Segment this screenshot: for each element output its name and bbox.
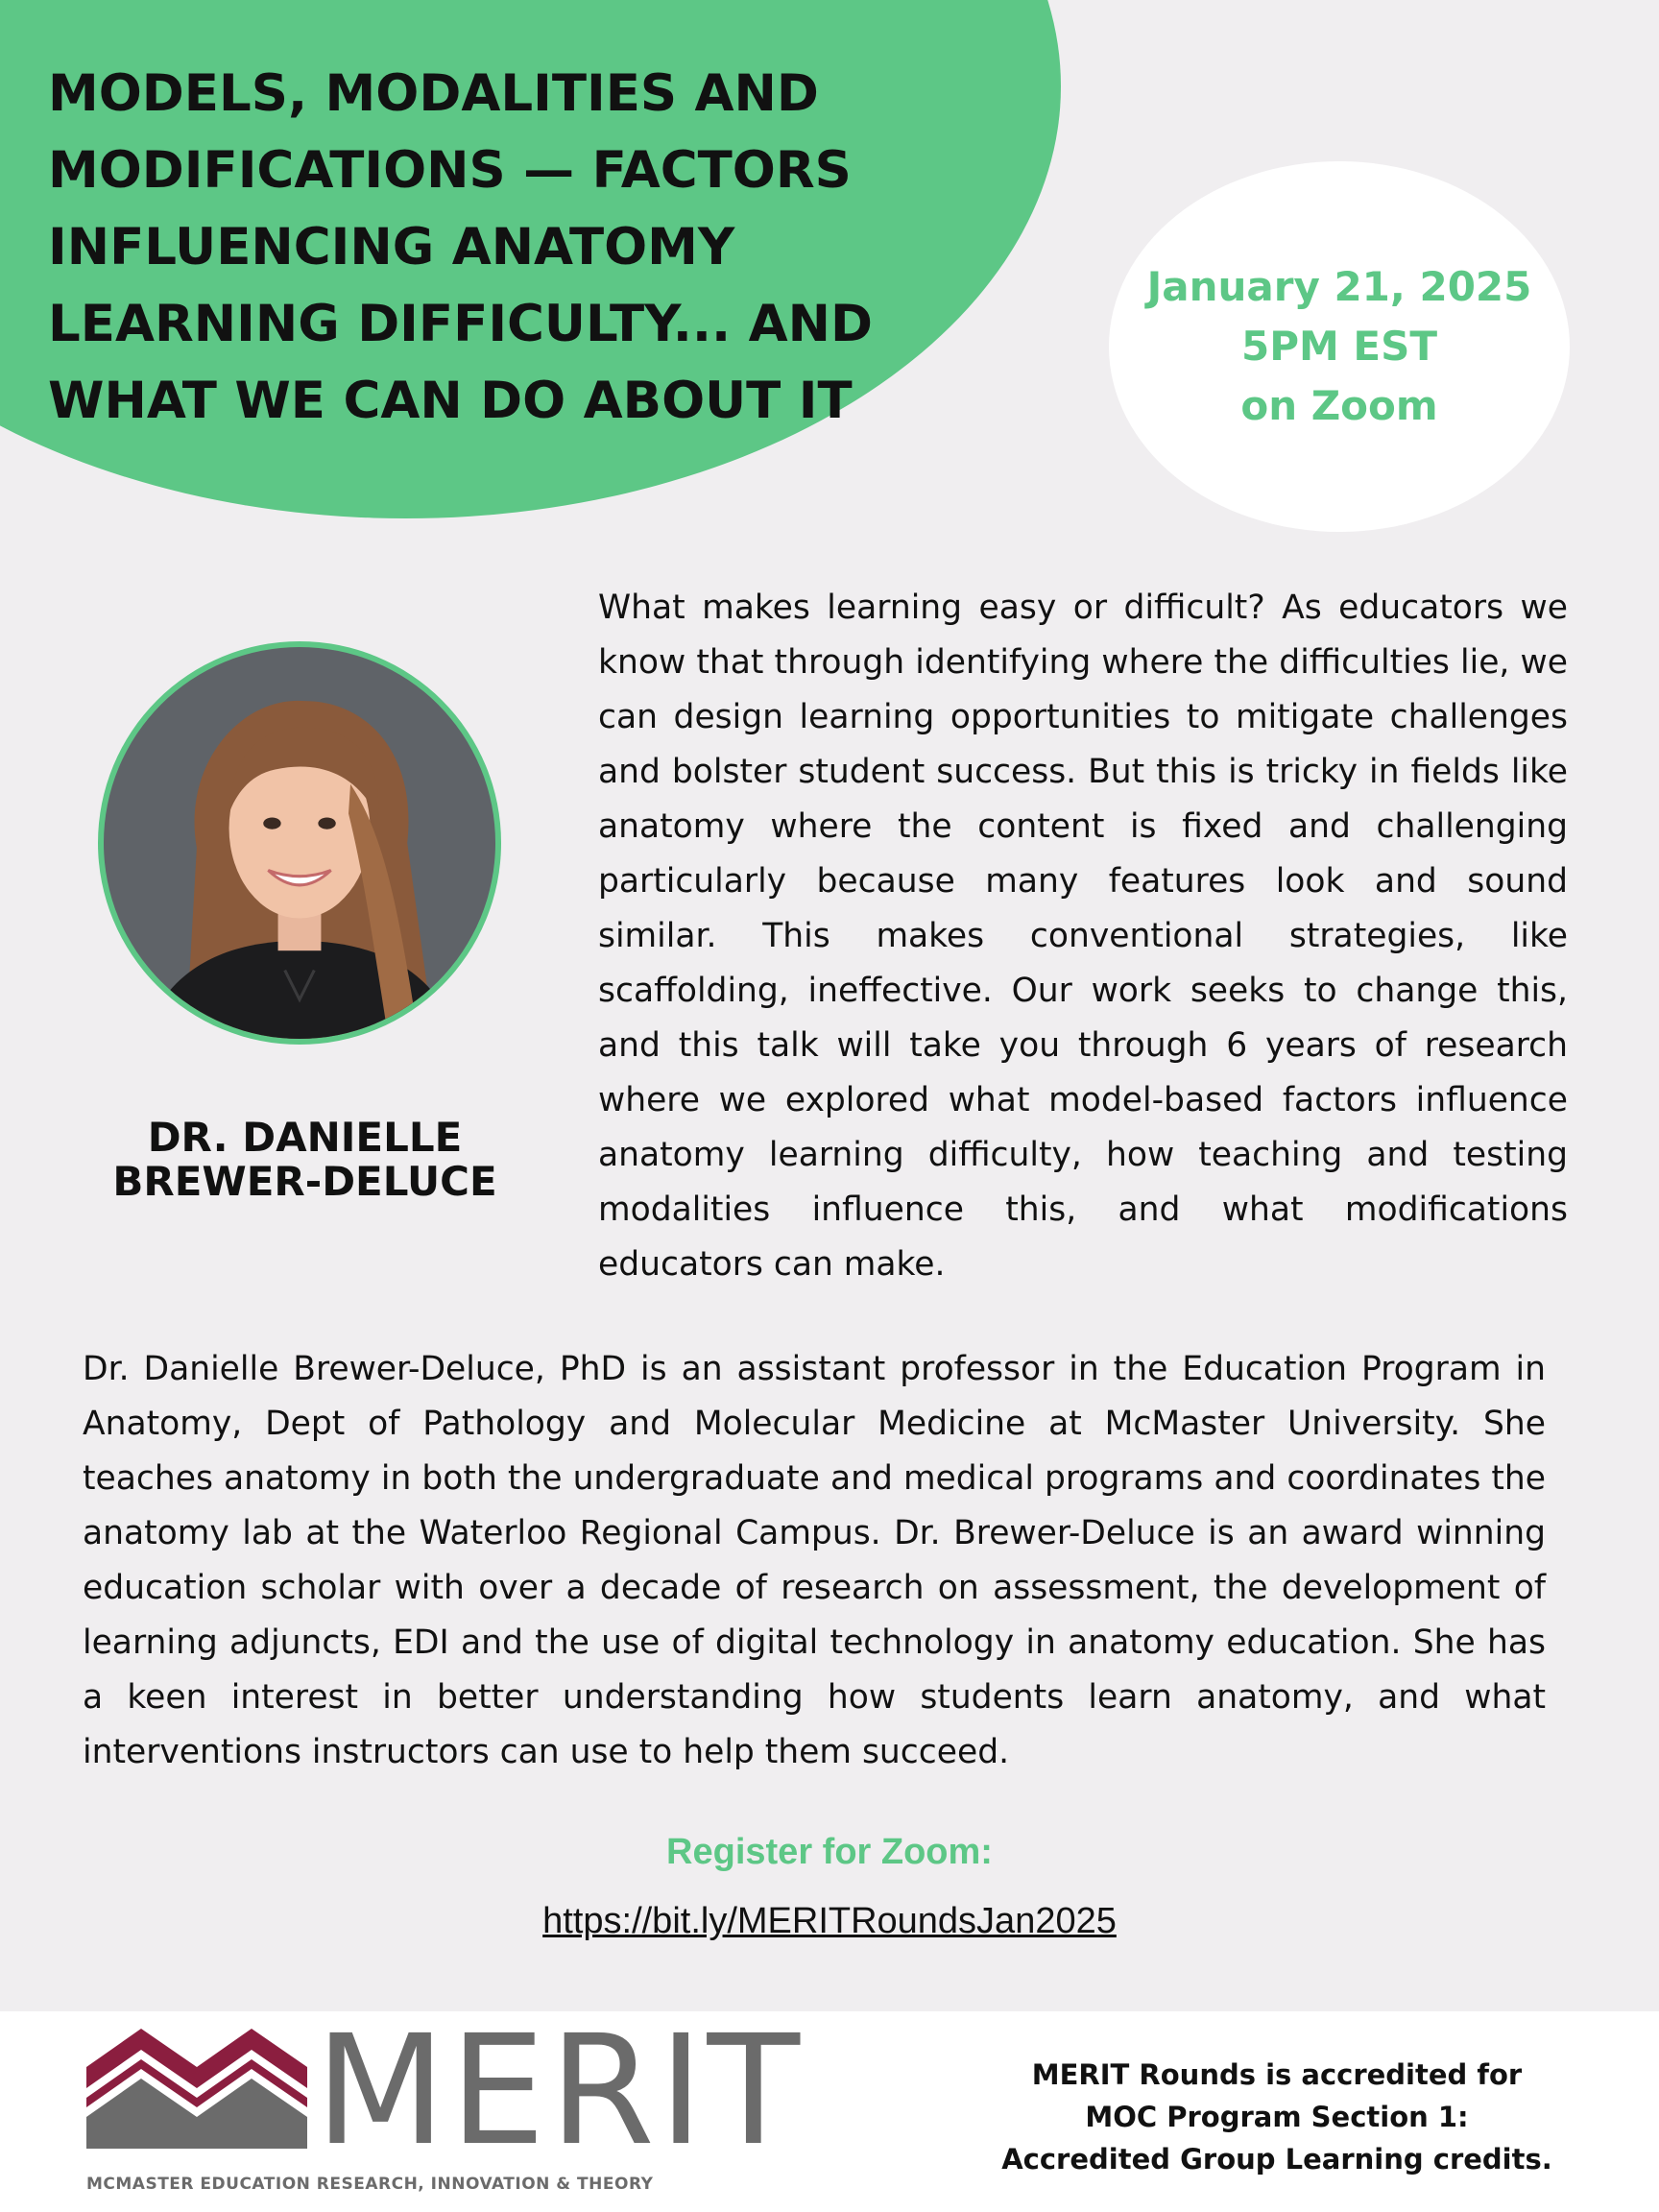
footer [0,2003,1659,2212]
register-link[interactable]: https://bit.ly/MERITRoundsJan2025 [542,1901,1117,1941]
accreditation-line2: MOC Program Section 1: [1085,2101,1469,2133]
register-label: Register for Zoom: [666,1832,993,1872]
accreditation-note [979,2054,1575,2180]
speaker-name [58,1116,552,1204]
speaker-name-line2: BREWER-DELUCE [112,1158,497,1205]
merit-logo-mark-icon [86,2029,307,2149]
speaker-bio: Dr. Danielle Brewer-Deluce, PhD is an assistant professor in the Education Program in Anatomy, Dept of Pathology and Molecular Medicine at McMaster University. She teaches anatomy in both the undergraduate and medical programs and coordinates the anatomy lab at the Waterloo Regional Campus. Dr. Brewer-Deluce is an award winning education scholar with over a decade of research on assessment, the development of learning adjuncts, EDI and the use of digital technology in anatomy education. She has a keen interest in better understanding how students learn anatomy, and what interventions instructors can use to help them succeed. [83,1350,1546,1771]
merit-logo-subtitle: MCMASTER EDUCATION RESEARCH, INNOVATION & THEORY [86,2175,654,2194]
speaker-photo [98,641,501,1045]
speaker-name-line1: DR. DANIELLE [147,1114,463,1161]
event-date: January 21, 2025 [1146,263,1532,310]
event-title: MODELS, MODALITIES AND MODIFICATIONS — FACTORS INFLUENCING ANATOMY LEARNING DIFFICULTY... AND WHAT WE CAN DO ABOUT IT [48,64,873,430]
speaker-portrait-icon [104,647,495,1039]
accreditation-line3: Accredited Group Learning credits. [1001,2143,1552,2176]
event-location: on Zoom [1240,382,1438,429]
merit-logo-text: MERIT [315,2003,805,2179]
talk-abstract: What makes learning easy or difficult? As educators we know that through identifying where the difficulties lie, we can design learning opportunities to mitigate challenges and bolster student success. But this is tricky in fields like anatomy where the content is fixed and challenging particularly because many features look and sound similar. This makes conventional strategies, like scaffolding, ineffective. Our work seeks to change this, and this talk will take you through 6 years of research where we explored what model-based factors influence anatomy learning difficulty, how teaching and testing modalities influence this, and what modifications educators can make. [598,589,1568,1284]
event-time: 5PM EST [1240,323,1437,370]
event-datetime-badge [1109,161,1570,532]
accreditation-line1: MERIT Rounds is accredited for [1031,2058,1523,2091]
